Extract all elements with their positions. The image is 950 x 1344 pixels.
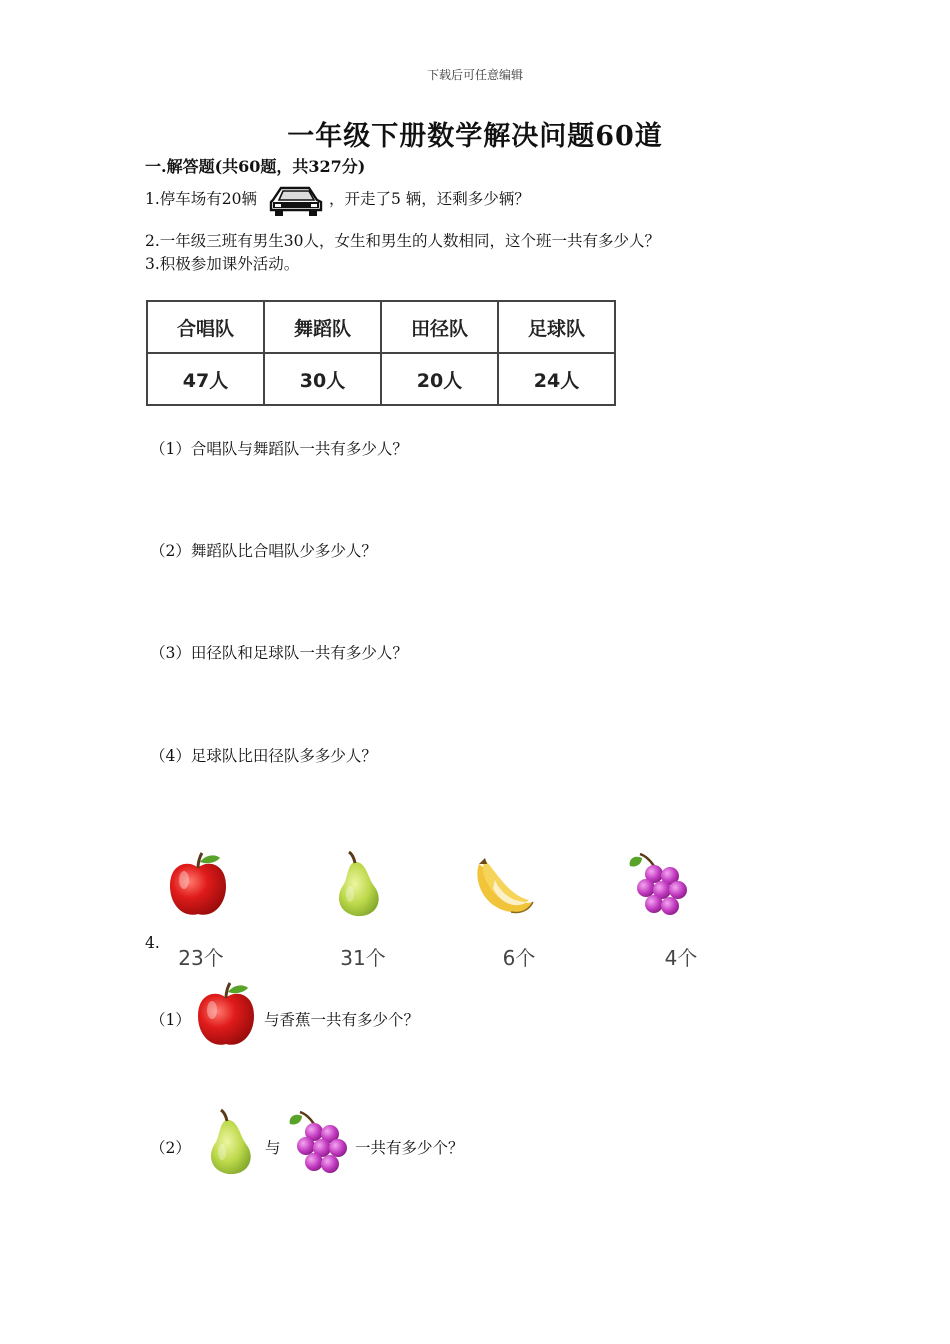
question-4-sub-2-text: 一共有多少个？ <box>355 1139 464 1157</box>
question-3-sub-3: （3）田径队和足球队一共有多少人？ <box>150 644 408 662</box>
question-1-before: 1.停车场有20辆 <box>145 190 258 208</box>
apple-icon <box>190 980 262 1052</box>
question-4-sub-2-number: （2） <box>150 1139 191 1157</box>
pear-icon <box>194 1108 266 1180</box>
apple-icon <box>162 850 234 922</box>
table-header-cell: 合唱队 <box>147 301 264 353</box>
pear-count: 31个 <box>340 946 386 970</box>
table-cell: 24人 <box>498 353 615 405</box>
pear-icon <box>322 850 394 922</box>
grape-count: 4个 <box>664 946 698 970</box>
question-3-sub-4: （4）足球队比田径队多多少人？ <box>150 747 377 765</box>
table-header-cell: 足球队 <box>498 301 615 353</box>
header-note: 下载后可任意编辑 <box>426 68 523 82</box>
table-cell: 47人 <box>147 353 264 405</box>
team-table <box>146 300 616 406</box>
grape-icon <box>284 1108 356 1180</box>
question-3-intro: 3.积极参加课外活动。 <box>145 255 300 273</box>
page-title: 一年级下册数学解决问题60道 <box>287 121 663 152</box>
banana-icon <box>465 850 537 922</box>
question-4-sub-2-mid: 与 <box>265 1139 281 1157</box>
banana-count: 6个 <box>502 946 536 970</box>
table-cell: 20人 <box>381 353 498 405</box>
question-4-sub-1-text: 与香蕉一共有多少个？ <box>264 1011 420 1029</box>
table-header-row <box>147 301 615 353</box>
table-header-cell: 舞蹈队 <box>264 301 381 353</box>
question-1 <box>145 178 530 218</box>
question-1-after: ，开走了5 辆，还剩多少辆？ <box>329 190 530 208</box>
table-header-cell: 田径队 <box>381 301 498 353</box>
table-cell: 30人 <box>264 353 381 405</box>
section-heading: 一.解答题(共60题，共327分) <box>145 157 366 176</box>
question-4-number: 4. <box>145 934 160 952</box>
table-row <box>147 353 615 405</box>
question-3-sub-2: （2）舞蹈队比合唱队少多少人？ <box>150 542 377 560</box>
apple-count: 23个 <box>178 946 224 970</box>
question-4-sub-1-number: （1） <box>150 1011 191 1029</box>
grape-icon <box>624 850 696 922</box>
question-3-sub-1: （1）合唱队与舞蹈队一共有多少人？ <box>150 440 408 458</box>
question-2: 2.一年级三班有男生30人，女生和男生的人数相同，这个班一共有多少人？ <box>145 232 661 250</box>
car-icon <box>269 180 323 218</box>
